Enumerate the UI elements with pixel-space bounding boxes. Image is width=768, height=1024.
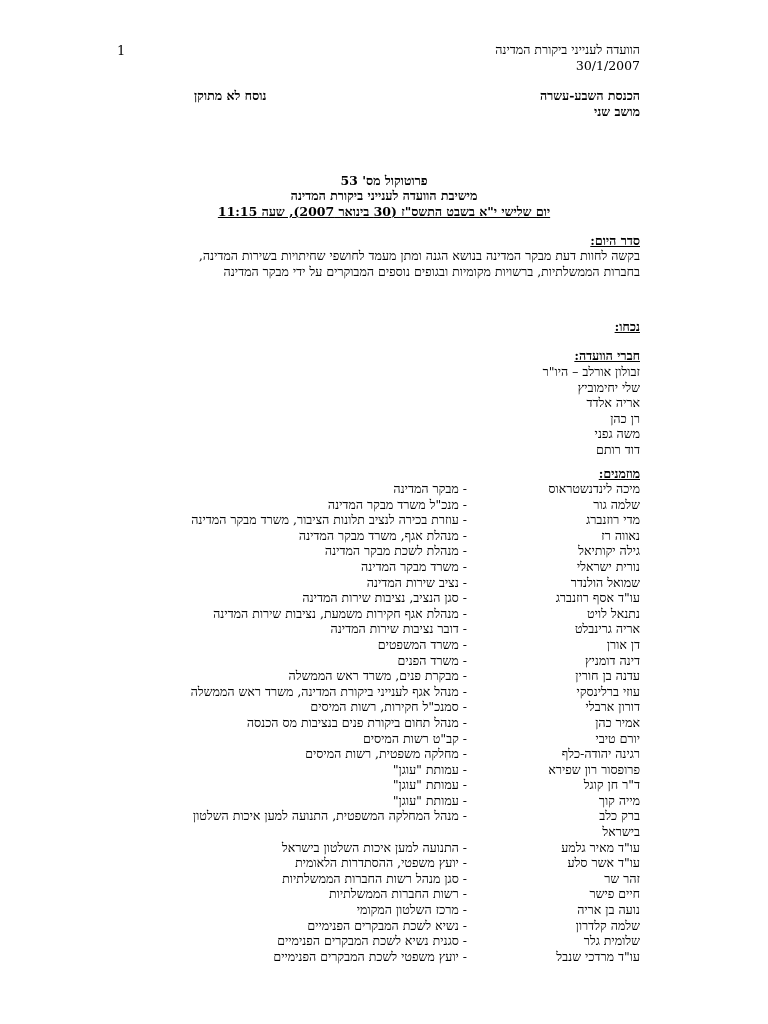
invitee-role: - יועץ משפטי, ההסתדרות הלאומית (295, 855, 467, 871)
invitee-role: - מחלקה משפטית, רשות המיסים (305, 746, 467, 762)
invitee-row (80, 668, 640, 684)
invitee-row (80, 715, 640, 731)
invitee-role: - מבקרת פנים, משרד ראש הממשלה (288, 668, 467, 684)
invitee-role: - משרד המשפטים (377, 636, 467, 652)
invitee-row (80, 871, 640, 887)
present-heading: נכחו: (614, 319, 640, 334)
invitee-role: - סגנית נשיא לשכת המבקרים הפנימיים (277, 933, 467, 949)
member-item: שלי יחימוביץ (577, 379, 640, 395)
invitee-role: - דובר נציבות שירות המדינה (330, 621, 467, 637)
invitee-role: - עוזרת בכירה לנציב תלונות הציבור, משרד מבקר המדינה (191, 512, 467, 528)
invitee-name: ד"ר חן קוגל (583, 777, 640, 793)
invitee-row (80, 481, 640, 497)
invitee-name: עו"ד מאיר גלמע (561, 839, 640, 855)
invitee-role: - מרכז השלטון המקומי (356, 902, 467, 918)
invitee-row (80, 762, 640, 778)
invitee-name: זהר שר (604, 870, 640, 886)
invitee-role: - מנהלת אגף, משרד מבקר המדינה (298, 527, 467, 543)
agenda-line: בקשה לחוות דעת מבקר המדינה בנושא הגנה ומתן מעמד לחושפי שחיתויות בשירות המדינה, (198, 248, 640, 263)
invitee-row (80, 777, 640, 793)
invitee-name: נורית ישראלי (576, 558, 640, 574)
invitee-name: חיים פישר (589, 886, 640, 902)
meeting-title: מישיבת הוועדה לענייני ביקורת המדינה (290, 188, 478, 203)
invitee-row (80, 497, 640, 513)
invitee-row-continuation (80, 824, 640, 840)
agenda-heading: סדר היום: (590, 233, 640, 248)
invitee-name: עו"ד אסף רוזנברג (555, 590, 640, 606)
members-heading: חברי הוועדה: (574, 348, 640, 363)
invitee-name: פרופסור רון שפירא (548, 761, 640, 777)
invitee-row (80, 684, 640, 700)
invitee-name: דורון ארבלי (585, 699, 640, 715)
invitee-name: אריה גרינבלט (574, 621, 640, 637)
invitee-name: עוזי ברלינסקי (576, 683, 640, 699)
invitee-name: שלמה גור (593, 496, 640, 512)
invitee-name: עו"ד מרדכי שנבל (556, 948, 640, 964)
member-item: דוד רותם (596, 441, 640, 457)
version-note: נוסח לא מתוקן (194, 88, 267, 103)
invitee-name-continuation: בישראל (602, 824, 640, 840)
agenda-line: בחברות הממשלתיות, ברשויות מקומיות ובגופים נוספים המבוקרים על ידי מבקר המדינה (223, 264, 640, 279)
invitee-name: עו"ד אשר סלע (567, 855, 640, 871)
invitee-name: יורם טיבי (595, 730, 640, 746)
invitee-row (80, 575, 640, 591)
invitee-role: - מנהלת לשכת מבקר המדינה (324, 543, 467, 559)
invitee-name: שמואל הולנדר (570, 574, 640, 590)
invitees-list (80, 481, 640, 964)
invitee-role: - נשיא לשכת המבקרים הפנימיים (307, 917, 467, 933)
invitee-row (80, 606, 640, 622)
member-item: זבולון אורלב – היו"ר (542, 364, 640, 379)
header-date: 30/1/2007 (575, 58, 640, 73)
meeting-datetime: יום שלישי י"א בשבט התשס"ז (30 בינואר 2007), שעה 11:15 (217, 204, 551, 219)
invitee-name: נאווה רז (601, 527, 640, 543)
invitee-name: גילה יקותיאל (578, 543, 640, 559)
member-item: רן כהן (610, 410, 640, 426)
invitee-row (80, 918, 640, 934)
invitee-name: מדי רוזנברג (586, 512, 640, 528)
invitee-row (80, 793, 640, 809)
invitee-name: רגינה יהודה-כלף (561, 746, 640, 762)
invitee-name: אמיר כהן (595, 714, 640, 730)
invitee-row (80, 886, 640, 902)
invitee-role: - מבקר המדינה (393, 481, 467, 496)
invitee-role: - יועץ משפטי לשכת המבקרים הפנימיים (273, 948, 467, 964)
invitee-role: - סמנכ"ל חקירות, רשות המיסים (310, 699, 467, 715)
member-item: אריה אלדד (586, 395, 640, 410)
invitee-row (80, 840, 640, 856)
member-item: משה גפני (594, 426, 640, 441)
invitee-name: נתנאל לויט (587, 605, 640, 621)
agenda-body (199, 248, 640, 280)
invitee-name: ברק כלב (599, 808, 640, 824)
invitee-name: שלמה קלדרון (575, 917, 640, 933)
invitee-role: - רשות החברות הממשלתיות (329, 886, 467, 902)
invitee-name: נועה בן אריה (577, 902, 640, 918)
invitee-role: - משרד הפנים (397, 652, 467, 668)
invitee-name: דינה דומניץ (585, 652, 640, 668)
invitee-name: דן אורן (606, 636, 640, 652)
invitee-row (80, 855, 640, 871)
invitee-role: - משרד מבקר המדינה (361, 558, 467, 574)
invitee-role: - מנהלת אגף חקירות משמעת, נציבות שירות המדינה (213, 605, 467, 621)
invitee-row (80, 653, 640, 669)
invitee-row (80, 637, 640, 653)
invitee-row (80, 731, 640, 747)
invitee-row (80, 699, 640, 715)
invitee-row (80, 621, 640, 637)
page-number: 1 (117, 44, 126, 59)
invitee-row (80, 808, 640, 824)
invitee-role: - עמותת "עוגן" (392, 777, 467, 793)
invitee-row (80, 528, 640, 544)
invitee-role: - עמותת "עוגן" (392, 792, 467, 808)
invitee-row (80, 902, 640, 918)
invitee-role: - סגן מנהל רשות החברות הממשלתיות (282, 870, 467, 886)
invitee-role: - מנכ"ל משרד מבקר המדינה (327, 496, 467, 512)
invitee-name: מייה קוך (598, 792, 640, 808)
invitee-row (80, 746, 640, 762)
protocol-number: פרוטוקול מס' 53 (340, 173, 428, 188)
invitee-role: - מנהל אגף לענייני ביקורת המדינה, משרד ראש הממשלה (190, 683, 467, 699)
committee-header: הוועדה לענייני ביקורת המדינה (495, 42, 640, 57)
invitee-name: שלומית גלר (583, 933, 640, 949)
invitee-row (80, 559, 640, 575)
session-label: מושב שני (593, 104, 640, 119)
invitee-row (80, 543, 640, 559)
invitee-row (80, 933, 640, 949)
invitee-role: - סגן הנציב, נציבות שירות המדינה (302, 590, 467, 606)
invitee-role: - מנהל תחום ביקורת פנים בנציבות מס הכנסה (246, 714, 467, 730)
invitee-role: - נציב שירות המדינה (366, 574, 467, 590)
invitee-row (80, 949, 640, 965)
invitee-name: מיכה לינדנשטראוס (548, 481, 640, 496)
invitee-role: - מנהל המחלקה המשפטית, התנועה למען איכות השלטון (192, 808, 467, 824)
invitee-role: - קב"ט רשות המיסים (362, 730, 467, 746)
members-list (543, 364, 640, 457)
invitee-row (80, 512, 640, 528)
invitee-row (80, 590, 640, 606)
knesset-label: הכנסת השבע-עשרה (539, 88, 640, 103)
invitees-heading: מוזמנים: (598, 466, 640, 481)
invitee-role: - התנועה למען איכות השלטון בישראל (281, 839, 467, 855)
invitee-role: - עמותת "עוגן" (392, 761, 467, 777)
invitee-name: עדנה בן חורין (575, 668, 640, 684)
